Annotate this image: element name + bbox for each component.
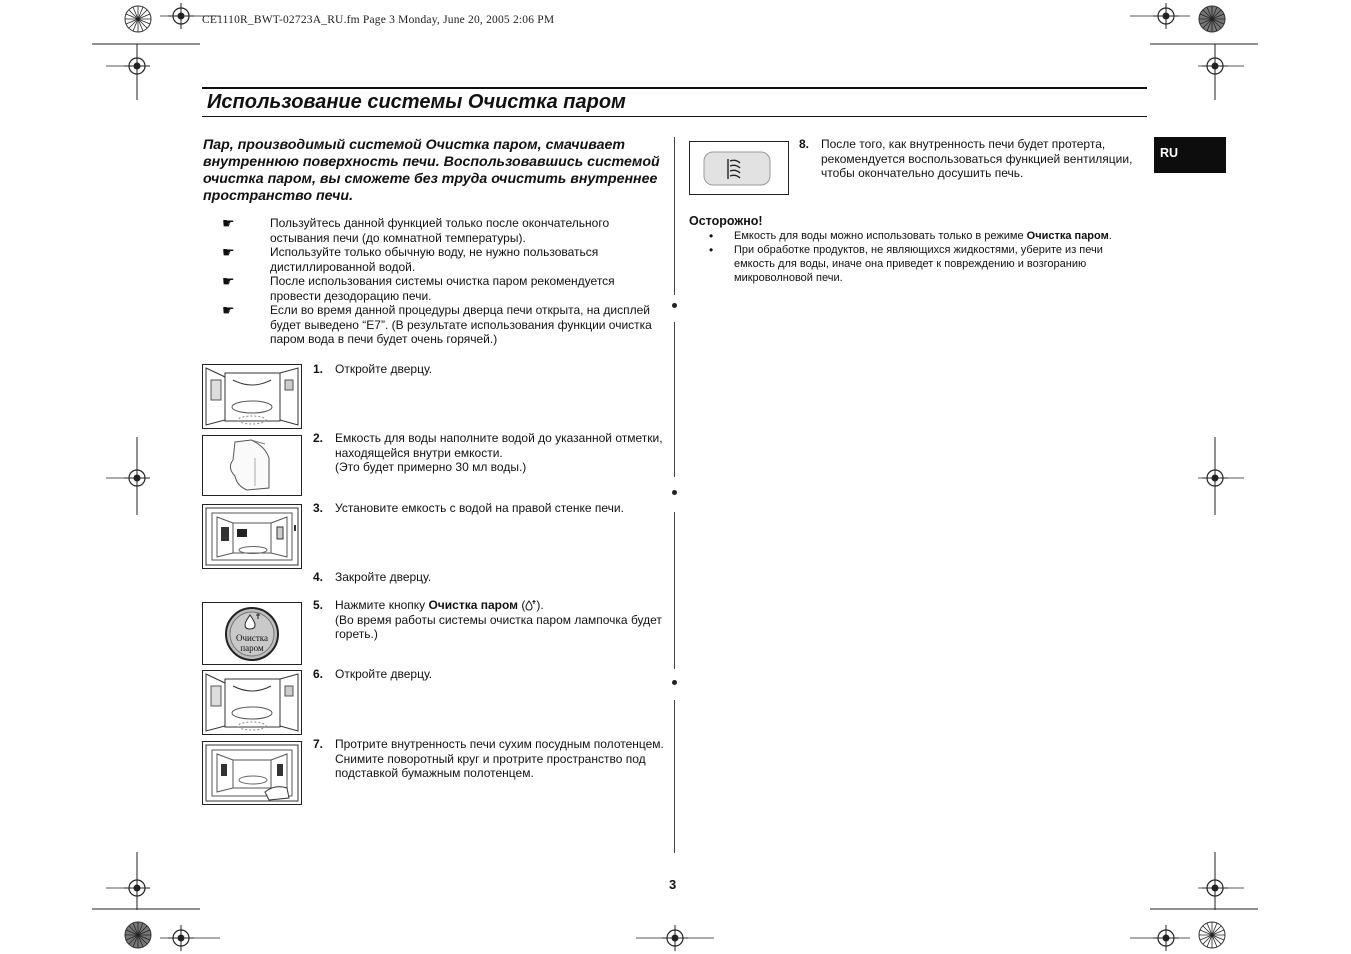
- page-number: 3: [669, 877, 677, 892]
- pointing-hand-icon: ☛: [222, 302, 235, 318]
- title-rule-bottom: [202, 116, 1147, 117]
- figure-water-container: [202, 435, 302, 496]
- divider-dot: [672, 680, 677, 685]
- note-item: ☛ После использования системы очистка паром рекомендуется провести дезодорацию печи.: [222, 273, 615, 303]
- column-divider: [674, 700, 675, 853]
- step-3: 3. Установите емкость с водой на правой стенке печи.: [313, 501, 624, 515]
- step-5: 5. Нажмите кнопку Очистка паром ( ). (Во время работы системы очистка паром лампочка будет гореть.): [313, 598, 662, 641]
- figure-open-door: [202, 364, 302, 429]
- step-6: 6. Откройте дверцу.: [313, 667, 433, 681]
- caution-item: • Емкость для воды можно использовать только в режиме Очистка паром.: [709, 229, 1112, 243]
- column-divider: [674, 137, 675, 295]
- step-7: 7. Протрите внутренность печи сухим посудным полотенцем. Снимите поворотный круг и протрите пространство под подставкой бумажным полотенцем.: [313, 737, 664, 780]
- figure-open-door-2: [202, 670, 302, 735]
- divider-dot: [672, 490, 677, 495]
- step-8: 8. После того, как внутренность печи будет протерта, рекомендуется воспользоваться функцией вентиляции, чтобы окончательно досушить печь.: [799, 137, 1133, 180]
- notes-list: [222, 216, 662, 347]
- figure-steam-clean-button: [202, 602, 302, 665]
- intro-text: Пар, производимый системой Очистка паром, смачивает внутреннюю поверхность печи. Воспользовавшись системой очистка паром, вы сможете без труда очистить внутреннее пространство печи.: [203, 137, 660, 204]
- steam-drop-icon: [525, 599, 536, 611]
- bullet-icon: •: [709, 229, 714, 243]
- bullet-icon: •: [709, 243, 714, 257]
- figure-ventilation-button: [689, 141, 789, 195]
- page-title: Использование системы Очистка паром: [207, 91, 626, 113]
- pointing-hand-icon: ☛: [222, 244, 235, 260]
- caution-item: • При обработке продуктов, не являющихся жидкостями, уберите из печи емкость для воды, иначе она приведет к повреждению и возгоранию микроволновой печи.: [709, 243, 1103, 284]
- step-2: 2. Емкость для воды наполните водой до указанной отметки, находящейся внутри емкости. (Это будет примерно 30 мл воды.): [313, 431, 663, 474]
- figure-container-installed: [202, 504, 302, 569]
- caution-list: [709, 229, 1139, 285]
- note-item: ☛ Если во время данной процедуры дверца печи открыта, на дисплей будет выведено “E7”. (В результате использования функции очистка паром вода в печи будет очень горячей.): [222, 302, 652, 346]
- title-rule-top: [202, 87, 1147, 89]
- column-divider: [674, 512, 675, 669]
- note-item: ☛ Пользуйтесь данной функцией только после окончательного остывания печи (до комнатной температуры).: [222, 215, 610, 245]
- divider-dot: [672, 303, 677, 308]
- pointing-hand-icon: ☛: [222, 273, 235, 289]
- pointing-hand-icon: ☛: [222, 215, 235, 231]
- file-header: CE1110R_BWT-02723A_RU.fm Page 3 Monday, June 20, 2005 2:06 PM: [202, 14, 555, 26]
- figure-wipe-interior: [202, 741, 302, 805]
- button-label: Очистка паром: [235, 633, 268, 653]
- step-4: 4. Закройте дверцу.: [313, 570, 432, 584]
- caution-title: Осторожно!: [689, 214, 763, 228]
- note-item: ☛ Используйте только обычную воду, не нужно пользоваться дистиллированной водой.: [222, 244, 599, 274]
- language-tab: RU: [1154, 137, 1226, 173]
- step-1: 1. Откройте дверцу.: [313, 362, 433, 376]
- column-divider: [674, 322, 675, 477]
